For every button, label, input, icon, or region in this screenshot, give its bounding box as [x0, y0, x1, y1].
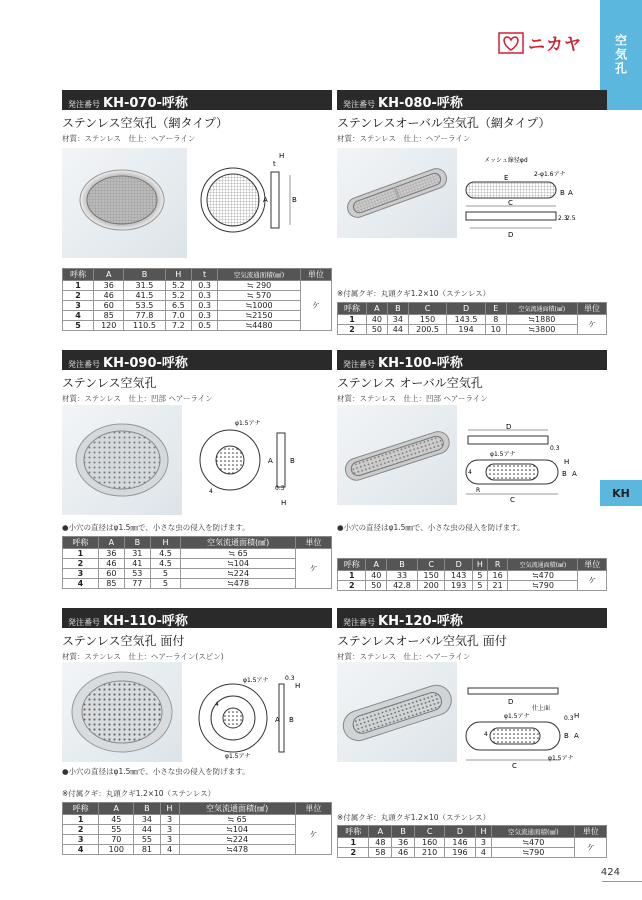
order-prefix: 発注番号	[68, 360, 100, 369]
product-header	[337, 608, 607, 628]
cell: 41	[124, 559, 150, 569]
dim-b: B	[564, 732, 569, 740]
table-row	[338, 325, 607, 335]
dim-b: B	[560, 189, 565, 197]
hole-label: φ1.5アナ	[235, 420, 261, 427]
product-title: ステンレスオーバル空気孔 面付	[337, 634, 507, 648]
col-header: B	[392, 826, 415, 838]
col-header: C	[408, 303, 446, 315]
cell: ≒478	[181, 579, 296, 589]
hole-label-bottom: φ1.5アナ	[225, 753, 251, 760]
table-row	[63, 825, 332, 835]
col-header: C	[414, 826, 444, 838]
product-photo-kh110	[62, 662, 182, 762]
drawing-kh080	[460, 150, 582, 240]
cell: 5.2	[165, 281, 191, 291]
col-header: B	[134, 803, 160, 815]
cell: 194	[447, 325, 485, 335]
dim-23: 2.3	[558, 215, 568, 222]
dim-h: H	[564, 458, 570, 466]
mesh-label: メッシュ線径φd	[484, 157, 528, 164]
dim-b: B	[562, 470, 567, 478]
col-header: D	[447, 303, 485, 315]
col-header: 単位	[577, 303, 606, 315]
product-photo-kh080	[337, 148, 457, 238]
col-header: 空気流通面積(㎟)	[506, 303, 577, 315]
hole-note-kh090: ●小穴の直径はφ1.5㎜で、小さな虫の侵入を防げます。	[62, 523, 250, 532]
cell: 53	[124, 569, 150, 579]
product-title: ステンレス空気孔（網タイプ）	[62, 116, 229, 130]
dim-c: C	[510, 496, 515, 504]
table-row	[63, 559, 332, 569]
col-header: t	[191, 269, 217, 281]
cell: 77	[124, 579, 150, 589]
cell: 31.5	[124, 281, 165, 291]
product-photo-kh100	[337, 405, 457, 505]
hole-label-top: φ1.5アナ	[243, 677, 269, 684]
cell: 0.5	[191, 321, 217, 331]
dim-a: A	[268, 457, 273, 465]
drawing-kh090	[195, 415, 305, 510]
col-header: H	[160, 803, 179, 815]
cell: 110.5	[124, 321, 165, 331]
table-row	[63, 549, 332, 559]
hole-note-kh100: ●小穴の直径はφ1.5㎜で、小さな虫の侵入を防げます。	[337, 523, 525, 532]
cell: 150	[408, 315, 446, 325]
spec-table-kh070	[62, 268, 332, 331]
product-kh110	[62, 608, 332, 662]
cell: ≒ 290	[218, 281, 300, 291]
dim-b: B	[292, 196, 297, 204]
hole-label: 2-φ1.6アナ	[534, 171, 566, 178]
product-kh070	[62, 90, 332, 144]
cell: 2	[338, 848, 369, 858]
cell: 193	[445, 581, 472, 591]
dim-4: 4	[468, 469, 472, 476]
col-header: H	[150, 537, 180, 549]
product-title: ステンレスオーバル空気孔（網タイプ）	[337, 116, 551, 130]
finish-label: 仕上面	[532, 705, 551, 712]
dim-b: B	[290, 457, 295, 465]
product-kh080	[337, 90, 607, 144]
table-row	[63, 845, 332, 855]
cell: 21	[487, 581, 508, 591]
cell: ≒478	[179, 845, 295, 855]
order-prefix: 発注番号	[343, 618, 375, 627]
col-header: 空気流通面積(㎟)	[492, 826, 575, 838]
col-header: A	[369, 826, 392, 838]
unit-cell: ケ	[295, 815, 331, 855]
product-material: 材質：ステンレス 仕上：凹部 ヘアーライン	[337, 394, 488, 403]
col-header: B	[124, 269, 165, 281]
dim-h: H	[281, 499, 287, 507]
table-row	[63, 835, 332, 845]
cell: 36	[98, 549, 124, 559]
cell: 4	[63, 311, 94, 321]
hole-label: φ1.5アナ	[490, 451, 516, 458]
product-photo-kh120	[337, 662, 457, 762]
product-title: ステンレス空気孔	[62, 376, 157, 390]
unit-cell: ケ	[296, 549, 332, 589]
dim-d: D	[508, 698, 514, 706]
col-header: 呼称	[63, 269, 94, 281]
product-code: KH-120-呼称	[378, 614, 463, 629]
order-prefix: 発注番号	[68, 618, 100, 627]
dim-03: 0.3	[285, 675, 295, 682]
cell: 4	[475, 848, 492, 858]
cell: ≒4480	[218, 321, 300, 331]
hole-label-bottom: φ1.5アナ	[548, 755, 574, 762]
cell: 1	[338, 838, 369, 848]
cell: 31	[124, 549, 150, 559]
cell: 34	[387, 315, 408, 325]
col-header: C	[417, 559, 444, 571]
side-tab: 空気孔	[600, 0, 642, 110]
cell: 42.8	[387, 581, 418, 591]
cell: 0.3	[191, 291, 217, 301]
col-header: 空気流通面積(㎟)	[218, 269, 300, 281]
col-header: 単位	[296, 537, 332, 549]
cell: ≒2150	[218, 311, 300, 321]
dim-c: C	[512, 762, 517, 770]
col-header: 単位	[575, 826, 607, 838]
product-title: ステンレス オーバル空気孔	[337, 376, 483, 390]
cell: 40	[366, 315, 387, 325]
cell: 6.5	[165, 301, 191, 311]
table-row	[338, 848, 607, 858]
heart-logo-icon	[498, 32, 524, 54]
col-header: D	[445, 559, 472, 571]
dim-d: D	[506, 423, 512, 431]
cell: 55	[134, 835, 160, 845]
col-header: D	[445, 826, 475, 838]
col-header: E	[485, 303, 506, 315]
table-row	[63, 311, 332, 321]
order-prefix: 発注番号	[343, 100, 375, 109]
product-header	[337, 350, 607, 370]
col-header: 空気流通面積(㎟)	[181, 537, 296, 549]
spec-table-kh100	[337, 558, 607, 591]
cell: 5	[472, 571, 487, 581]
dim-h: H	[574, 712, 580, 720]
product-kh100	[337, 350, 607, 404]
brand-logo	[498, 30, 582, 55]
cell: 8	[485, 315, 506, 325]
dim-r: R	[476, 487, 481, 494]
cell: 70	[99, 835, 134, 845]
cell: 5	[472, 581, 487, 591]
cell: 41.5	[124, 291, 165, 301]
cell: 0.3	[191, 281, 217, 291]
dim-4: 4	[484, 731, 488, 738]
dim-4: 4	[209, 488, 213, 495]
cell: 4	[63, 845, 99, 855]
dim-a: A	[574, 732, 579, 740]
table-row	[63, 281, 332, 291]
nail-note-kh110: ※付属クギ：丸頭クギ1.2×10（ステンレス）	[62, 789, 216, 798]
col-header: B	[387, 559, 418, 571]
table-row	[338, 581, 607, 591]
col-header: B	[387, 303, 408, 315]
cell: ≒1880	[506, 315, 577, 325]
page-divider	[602, 881, 642, 882]
cell: 2	[63, 825, 99, 835]
unit-cell: ケ	[577, 315, 606, 335]
table-row	[63, 815, 332, 825]
col-header: 呼称	[338, 826, 369, 838]
cell: ≒1000	[218, 301, 300, 311]
col-header: A	[366, 303, 387, 315]
col-header: A	[94, 269, 124, 281]
dim-4: 4	[215, 701, 219, 708]
table-row	[63, 301, 332, 311]
table-row	[338, 571, 607, 581]
cell: 85	[94, 311, 124, 321]
cell: 53.5	[124, 301, 165, 311]
col-header: 呼称	[338, 303, 367, 315]
cell: 4	[63, 579, 99, 589]
dim-03: 0.3	[275, 485, 285, 492]
order-prefix: 発注番号	[343, 360, 375, 369]
cell: 46	[94, 291, 124, 301]
cell: ≒104	[181, 559, 296, 569]
cell: 5.2	[165, 291, 191, 301]
cell: ≒ 65	[179, 815, 295, 825]
cell: 5	[150, 569, 180, 579]
col-header: B	[124, 537, 150, 549]
cell: 81	[134, 845, 160, 855]
dim-a: A	[263, 196, 268, 204]
cell: ≒790	[492, 848, 575, 858]
product-header	[62, 350, 332, 370]
cell: 4.5	[150, 559, 180, 569]
product-material: 材質：ステンレス 仕上：ヘアーライン(スピン)	[62, 652, 224, 661]
dim-h: H	[279, 152, 285, 160]
col-header: 単位	[295, 803, 331, 815]
cell: 36	[392, 838, 415, 848]
cell: ≒ 570	[218, 291, 300, 301]
cell: 200.5	[408, 325, 446, 335]
order-prefix: 発注番号	[68, 100, 100, 109]
cell: 0.3	[191, 301, 217, 311]
hole-label-top: φ1.5アナ	[504, 713, 530, 720]
cell: 3	[63, 569, 99, 579]
cell: 3	[63, 835, 99, 845]
cell: 100	[99, 845, 134, 855]
cell: 33	[387, 571, 418, 581]
dim-a: A	[568, 189, 573, 197]
product-kh090	[62, 350, 332, 404]
cell: 2	[63, 291, 94, 301]
cell: 60	[94, 301, 124, 311]
cell: 2	[63, 559, 99, 569]
col-header: 空気流通面積(㎟)	[179, 803, 295, 815]
drawing-kh110	[195, 670, 305, 765]
dim-d: D	[508, 231, 514, 239]
cell: 55	[99, 825, 134, 835]
col-header: 単位	[300, 269, 331, 281]
cell: 3	[63, 301, 94, 311]
product-photo-kh090	[62, 405, 182, 515]
cell: ≒ 65	[181, 549, 296, 559]
dim-25: 2.5	[566, 215, 576, 222]
drawing-kh070	[195, 150, 305, 250]
product-code: KH-080-呼称	[378, 96, 463, 111]
product-title: ステンレス空気孔 面付	[62, 634, 185, 648]
spec-table-kh080	[337, 302, 607, 335]
col-header: 単位	[578, 559, 607, 571]
product-code: KH-100-呼称	[378, 356, 463, 371]
col-header: 呼称	[63, 803, 99, 815]
table-row	[63, 569, 332, 579]
dim-a: A	[572, 470, 577, 478]
cell: ≒790	[508, 581, 578, 591]
col-header: A	[99, 803, 134, 815]
unit-cell: ケ	[578, 571, 607, 591]
drawing-kh120	[460, 680, 582, 770]
cell: 4	[160, 845, 179, 855]
product-material: 材質：ステンレス 仕上：ヘアーライン	[62, 134, 196, 143]
cell: 3	[160, 835, 179, 845]
cell: 5	[63, 321, 94, 331]
col-header: A	[98, 537, 124, 549]
cell: 3	[160, 815, 179, 825]
cell: 34	[134, 815, 160, 825]
product-kh120	[337, 608, 607, 662]
cell: ≒470	[508, 571, 578, 581]
dim-h: H	[295, 682, 301, 690]
table-row	[63, 321, 332, 331]
cell: 200	[417, 581, 444, 591]
cell: 3	[475, 838, 492, 848]
table-row	[63, 579, 332, 589]
product-material: 材質：ステンレス 仕上：凹部 ヘアーライン	[62, 394, 213, 403]
cell: ≒3800	[506, 325, 577, 335]
cell: 120	[94, 321, 124, 331]
cell: 44	[387, 325, 408, 335]
cell: 210	[414, 848, 444, 858]
cell: ≒470	[492, 838, 575, 848]
product-code: KH-090-呼称	[103, 356, 188, 371]
cell: 5	[150, 579, 180, 589]
spec-table-kh120	[337, 825, 607, 858]
cell: 1	[338, 571, 366, 581]
cell: 36	[94, 281, 124, 291]
dim-c: C	[508, 199, 513, 207]
unit-cell: ケ	[300, 281, 331, 331]
cell: 0.3	[191, 311, 217, 321]
cell: ≒224	[179, 835, 295, 845]
nail-note-kh080: ※付属クギ：丸頭クギ1.2×10（ステンレス）	[337, 289, 491, 298]
cell: 196	[445, 848, 475, 858]
cell: 48	[369, 838, 392, 848]
hole-note-kh110: ●小穴の直径はφ1.5㎜で、小さな虫の侵入を防げます。	[62, 767, 250, 776]
page-number: 424	[600, 867, 620, 878]
spec-table-kh110	[62, 802, 332, 855]
cell: 45	[99, 815, 134, 825]
dim-t: t	[273, 160, 276, 168]
product-material: 材質：ステンレス 仕上：ヘアーライン	[337, 134, 471, 143]
spec-table-kh090	[62, 536, 332, 589]
product-header	[62, 90, 332, 110]
cell: 1	[63, 549, 99, 559]
cell: 46	[392, 848, 415, 858]
side-index-tab: KH	[600, 480, 642, 506]
cell: 1	[63, 281, 94, 291]
product-material: 材質：ステンレス 仕上：ヘアーライン	[337, 652, 471, 661]
cell: 10	[485, 325, 506, 335]
cell: 2	[338, 581, 366, 591]
cell: ≒104	[179, 825, 295, 835]
table-row	[338, 838, 607, 848]
dim-03: 0.3	[550, 445, 560, 452]
col-header: 呼称	[338, 559, 366, 571]
dim-a: A	[275, 716, 280, 724]
product-header	[62, 608, 332, 628]
cell: 46	[98, 559, 124, 569]
nail-note-kh120: ※付属クギ：丸頭クギ1.2×10（ステンレス）	[337, 813, 491, 822]
cell: 60	[98, 569, 124, 579]
cell: 85	[98, 579, 124, 589]
cell: 143	[445, 571, 472, 581]
cell: 50	[366, 581, 387, 591]
cell: 1	[63, 815, 99, 825]
cell: ≒224	[181, 569, 296, 579]
cell: 4.5	[150, 549, 180, 559]
col-header: H	[165, 269, 191, 281]
product-header	[337, 90, 607, 110]
col-header: H	[475, 826, 492, 838]
product-code: KH-110-呼称	[103, 614, 188, 629]
product-photo-kh070	[62, 148, 187, 258]
col-header: 空気流通面積(㎟)	[508, 559, 578, 571]
cell: 3	[160, 825, 179, 835]
drawing-kh100	[460, 420, 582, 510]
table-row	[63, 291, 332, 301]
dim-b: B	[289, 716, 294, 724]
cell: 143.5	[447, 315, 485, 325]
col-header: H	[472, 559, 487, 571]
cell: 77.8	[124, 311, 165, 321]
cell: 58	[369, 848, 392, 858]
cell: 2	[338, 325, 367, 335]
table-row	[338, 315, 607, 325]
col-header: R	[487, 559, 508, 571]
cell: 50	[366, 325, 387, 335]
brand-name: ニカヤ	[528, 35, 582, 55]
cell: 146	[445, 838, 475, 848]
product-code: KH-070-呼称	[103, 96, 188, 111]
cell: 150	[417, 571, 444, 581]
dim-e: E	[504, 174, 509, 182]
cell: 1	[338, 315, 367, 325]
cell: 7.0	[165, 311, 191, 321]
cell: 40	[366, 571, 387, 581]
unit-cell: ケ	[575, 838, 607, 858]
dim-03: 0.3	[564, 715, 574, 722]
cell: 160	[414, 838, 444, 848]
col-header: 呼称	[63, 537, 99, 549]
cell: 16	[487, 571, 508, 581]
col-header: A	[366, 559, 387, 571]
cell: 44	[134, 825, 160, 835]
cell: 7.2	[165, 321, 191, 331]
